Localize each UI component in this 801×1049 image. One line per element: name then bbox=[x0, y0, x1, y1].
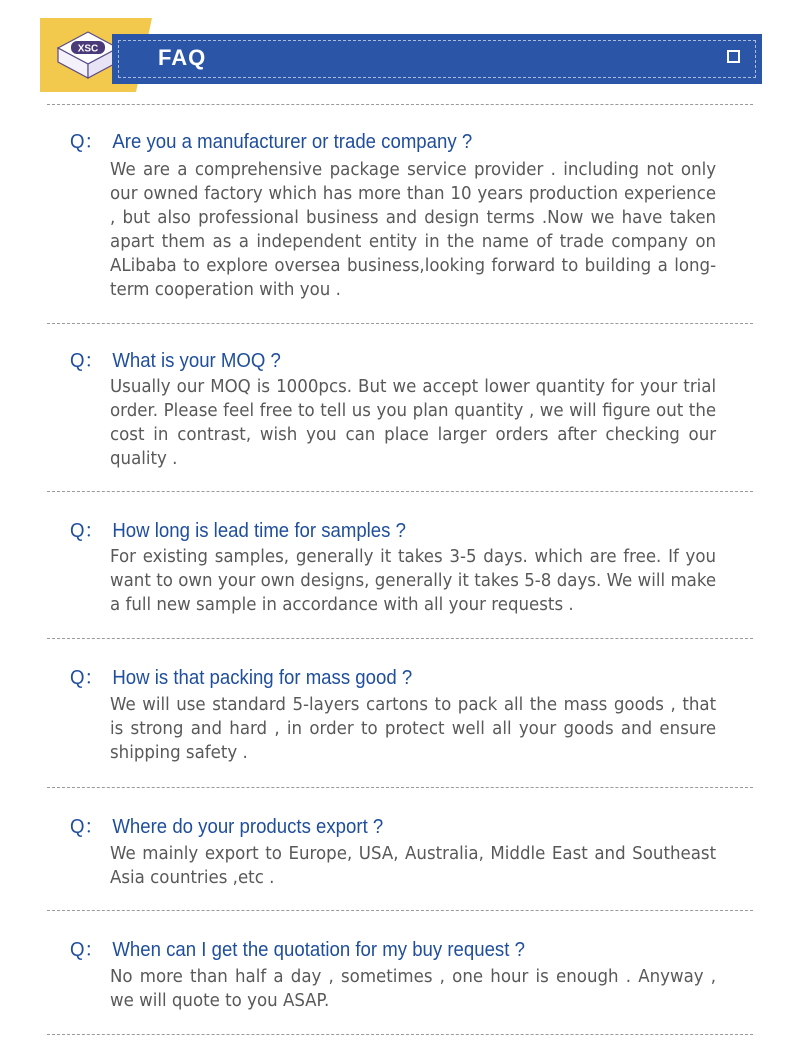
question-prefix: Q： bbox=[70, 131, 104, 153]
faq-answer: We will use standard 5-layers cartons to pack all the mass goods , that is strong and hard , in order to protect well all your goods and ensure shipping safety . bbox=[110, 695, 717, 763]
question-prefix: Q： bbox=[70, 939, 104, 961]
faq-answer: No more than half a day , sometimes , one hour is enough . Anyway , we will quote to you ASAP. bbox=[110, 967, 717, 1011]
faq-question bbox=[70, 344, 281, 373]
divider bbox=[47, 1034, 753, 1035]
divider bbox=[47, 787, 753, 788]
divider bbox=[47, 638, 753, 639]
logo-text: XSC bbox=[77, 43, 99, 55]
faq-question bbox=[70, 125, 472, 154]
divider bbox=[47, 104, 753, 105]
divider bbox=[47, 491, 753, 492]
question-prefix: Q： bbox=[70, 816, 104, 838]
header-bar bbox=[112, 34, 762, 84]
faq-answer: We are a comprehensive package service provider . including not only our owned factory which has more than 10 years production experience , but also professional business and design terms .Now we have taken apart them as a independent entity in the name of trade company on ALibaba to explore oversea business,looking forward to building a long-term cooperation with you . bbox=[110, 160, 717, 300]
question-text: What is your MOQ ? bbox=[112, 350, 281, 372]
faq-question bbox=[70, 514, 406, 543]
question-prefix: Q： bbox=[70, 350, 104, 372]
divider bbox=[47, 323, 753, 324]
question-prefix: Q： bbox=[70, 667, 104, 689]
square-icon bbox=[727, 50, 740, 63]
faq-question bbox=[70, 933, 525, 962]
question-text: When can I get the quotation for my buy request ? bbox=[112, 939, 525, 961]
page-title: FAQ bbox=[158, 45, 207, 70]
divider bbox=[47, 910, 753, 911]
question-prefix: Q： bbox=[70, 520, 104, 542]
question-text: How is that packing for mass good ? bbox=[112, 667, 413, 689]
faq-header bbox=[0, 0, 801, 100]
faq-answer: Usually our MOQ is 1000pcs. But we accept lower quantity for your trial order. Please feel free to tell us you plan quantity , we will figure out the cost in contrast, wish you can place larger orders after checking our quality . bbox=[110, 377, 717, 469]
faq-answer: We mainly export to Europe, USA, Australia, Middle East and Southeast Asia countries ,etc . bbox=[110, 844, 717, 888]
faq-question bbox=[70, 810, 383, 839]
question-text: Are you a manufacturer or trade company ? bbox=[112, 131, 473, 153]
question-text: Where do your products export ? bbox=[112, 816, 384, 838]
faq-question bbox=[70, 661, 412, 690]
question-text: How long is lead time for samples ? bbox=[112, 520, 406, 542]
faq-answer: For existing samples, generally it takes 3-5 days. which are free. If you want to own your own designs, generally it takes 5-8 days. We will make a full new sample in accordance with all your requests . bbox=[110, 547, 717, 615]
